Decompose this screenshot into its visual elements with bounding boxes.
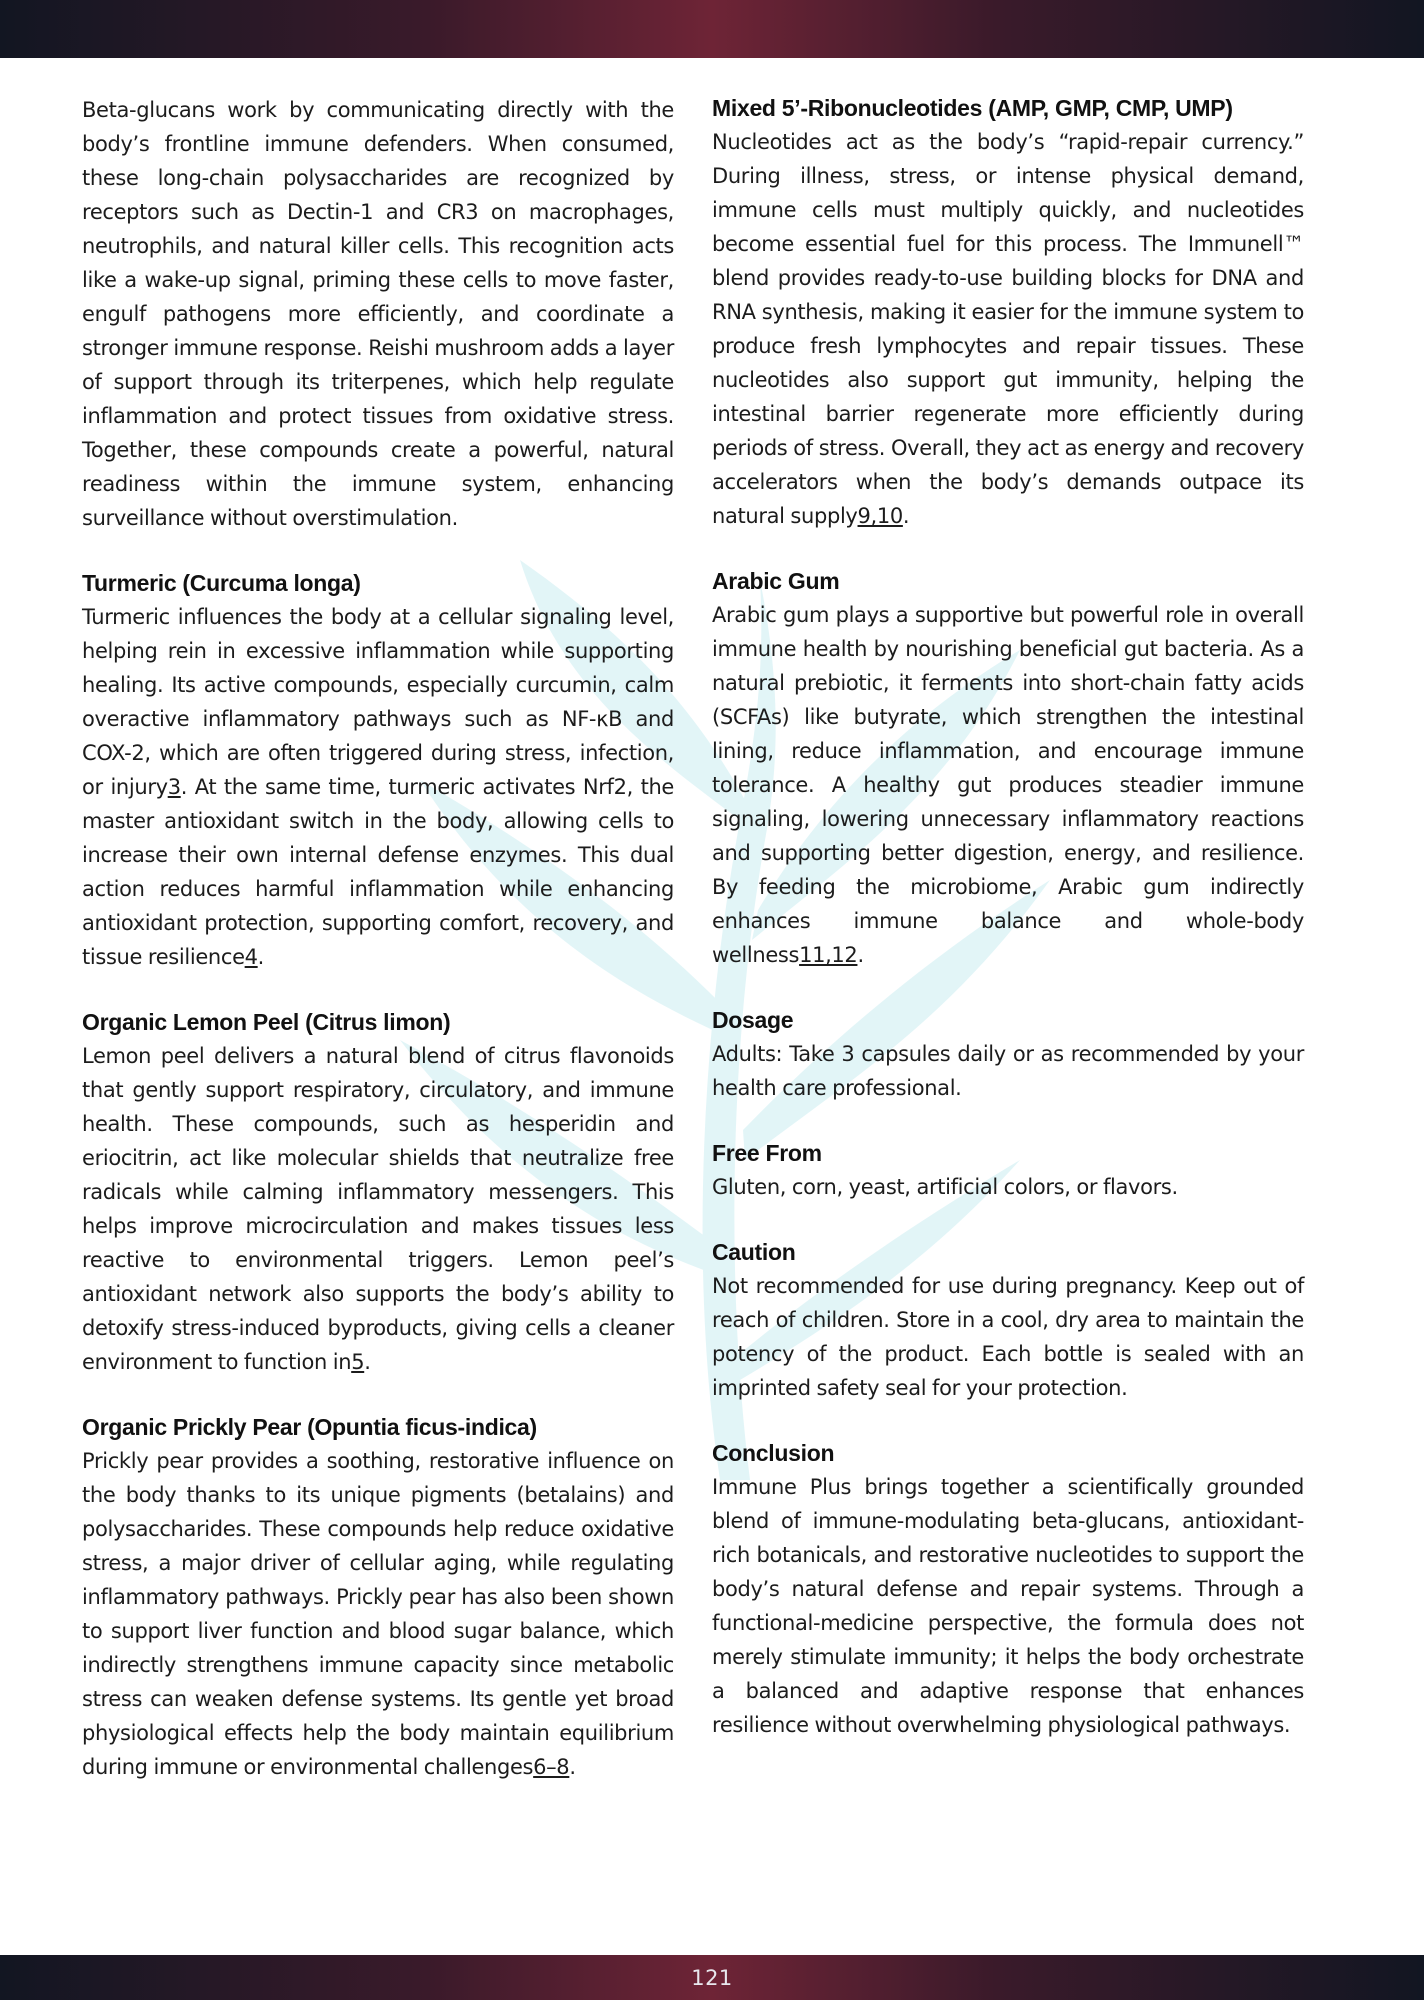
nucleotides-heading: Mixed 5’-Ribonucleotides (AMP, GMP, CMP, UMP): [712, 95, 1233, 121]
conclusion-heading: Conclusion: [712, 1440, 835, 1466]
header-bar: [0, 0, 1424, 58]
conclusion-section: [712, 1438, 1304, 1742]
arabic-gum-text: Arabic gum plays a supportive but powerful role in overall immune health by nourishing beneficial gut bacteria. As a natural prebiotic, it ferments into short-chain fatty acids (SCFAs) like butyrate, which strengthen the intestinal lining, reduce inflammation, and encourage immune tolerance. A healthy gut produces steadier immune signaling, lowering unnecessary inflammatory reactions and supporting better digestion, energy, and resilience. By feeding the microbiome, Arabic gum indirectly enhances immune balance and whole-body wellness: [712, 603, 1304, 967]
nucleotides-section: [712, 93, 1304, 533]
caution-paragraph: Not recommended for use during pregnancy. Keep out of reach of children. Store in a cool, dry area to maintain the potency of the product. Each bottle is sealed with an imprinted safety seal for your protection.: [712, 1274, 1304, 1400]
nucleotides-end: .: [902, 504, 910, 528]
prickly-pear-section: [82, 1412, 674, 1784]
nucleotides-paragraph: [712, 125, 1304, 533]
reference-link-4[interactable]: 4: [244, 945, 258, 969]
turmeric-text-1: Turmeric influences the body at a cellular signaling level, helping rein in excessive inflammation while supporting healing. Its active compounds, especially curcumin, calm overactive inflammatory pathways such as NF-κB and COX-2, which are often triggered during stress, infection, or injury: [82, 605, 674, 799]
reference-link-9-10[interactable]: 9,10: [857, 504, 903, 528]
turmeric-paragraph: [82, 600, 674, 974]
arabic-gum-section: [712, 566, 1304, 972]
free-from-heading: Free From: [712, 1140, 822, 1166]
lemon-peel-end: .: [364, 1350, 371, 1374]
turmeric-section: [82, 568, 674, 974]
arabic-gum-heading: Arabic Gum: [712, 568, 840, 594]
nucleotides-text: Nucleotides act as the body’s “rapid-repair currency.” During illness, stress, or intense physical demand, immune cells must multiply quickly, and nucleotides become essential fuel for this process. The Immunell™ blend provides ready-to-use building blocks for DNA and RNA synthesis, making it easier for the immune system to produce fresh lymphocytes and repair tissues. These nucleotides also support gut immunity, helping the intestinal barrier regenerate more efficiently during periods of stress. Overall, they act as energy and recovery accelerators when the body’s demands outpace its natural supply: [712, 130, 1304, 528]
page-number: 121: [691, 1965, 733, 1990]
dosage-paragraph: Adults: Take 3 capsules daily or as recommended by your health care professional.: [712, 1042, 1304, 1100]
arabic-gum-end: .: [857, 943, 864, 967]
intro-paragraph: Beta-glucans work by communicating directly with the body’s frontline immune defenders. When consumed, these long-chain polysaccharides are recognized by receptors such as Dectin-1 and CR3 on macrophages, neutrophils, and natural killer cells. This recognition acts like a wake-up signal, priming these cells to move faster, engulf pathogens more efficiently, and coordinate a stronger immune response. Reishi mushroom adds a layer of support through its triterpenes, which help regulate inflammation and protect tissues from oxidative stress. Together, these compounds create a powerful, natural readiness within the immune system, enhancing surveillance without overstimulation.: [82, 98, 674, 530]
reference-link-5[interactable]: 5: [351, 1350, 365, 1374]
free-from-paragraph: Gluten, corn, yeast, artificial colors, or flavors.: [712, 1175, 1178, 1199]
reference-link-11-12[interactable]: 11,12: [799, 943, 858, 967]
dosage-section: [712, 1005, 1304, 1105]
turmeric-text-2: . At the same time, turmeric activates Nrf2, the master antioxidant switch in the body, allowing cells to increase their own internal defense enzymes. This dual action reduces harmful inflammation while enhancing antioxidant protection, supporting comfort, recovery, and tissue resilience: [82, 775, 674, 969]
lemon-peel-paragraph: [82, 1039, 674, 1379]
prickly-pear-heading: Organic Prickly Pear (Opuntia ficus-indica): [82, 1414, 537, 1440]
turmeric-end: .: [257, 945, 264, 969]
footer-bar: [0, 1955, 1424, 2000]
arabic-gum-paragraph: [712, 598, 1304, 972]
caution-heading: Caution: [712, 1239, 796, 1265]
reference-link-3[interactable]: 3: [167, 775, 181, 799]
reference-link-6-8[interactable]: 6–8: [533, 1755, 570, 1779]
right-column: [712, 93, 1304, 1775]
turmeric-heading: Turmeric (Curcuma longa): [82, 570, 361, 596]
prickly-pear-paragraph: [82, 1444, 674, 1784]
caution-section: [712, 1237, 1304, 1405]
conclusion-paragraph: Immune Plus brings together a scientifically grounded blend of immune-modulating beta-glucans, antioxidant-rich botanicals, and restorative nucleotides to support the body’s natural defense and repair systems. Through a functional-medicine perspective, the formula does not merely stimulate immunity; it helps the body orchestrate a balanced and adaptive response that enhances resilience without overwhelming physiological pathways.: [712, 1475, 1304, 1737]
left-column: [82, 93, 674, 1817]
lemon-peel-text: Lemon peel delivers a natural blend of citrus flavonoids that gently support respiratory, circulatory, and immune health. These compounds, such as hesperidin and eriocitrin, act like molecular shields that neutralize free radicals while calming inflammatory messengers. This helps improve microcirculation and makes tissues less reactive to environmental triggers. Lemon peel’s antioxidant network also supports the body’s ability to detoxify stress-induced byproducts, giving cells a cleaner environment to function in: [82, 1044, 674, 1374]
free-from-section: [712, 1138, 1304, 1204]
intro-section: [82, 93, 674, 535]
lemon-peel-section: [82, 1007, 674, 1379]
prickly-pear-text: Prickly pear provides a soothing, restorative influence on the body thanks to its unique pigments (betalains) and polysaccharides. These compounds help reduce oxidative stress, a major driver of cellular aging, while regulating inflammatory pathways. Prickly pear has also been shown to support liver function and blood sugar balance, which indirectly strengthens immune capacity since metabolic stress can weaken defense systems. Its gentle yet broad physiological effects help the body maintain equilibrium during immune or environmental challenges: [82, 1449, 674, 1779]
lemon-peel-heading: Organic Lemon Peel (Citrus limon): [82, 1009, 451, 1035]
prickly-pear-end: .: [569, 1755, 576, 1779]
dosage-heading: Dosage: [712, 1007, 794, 1033]
